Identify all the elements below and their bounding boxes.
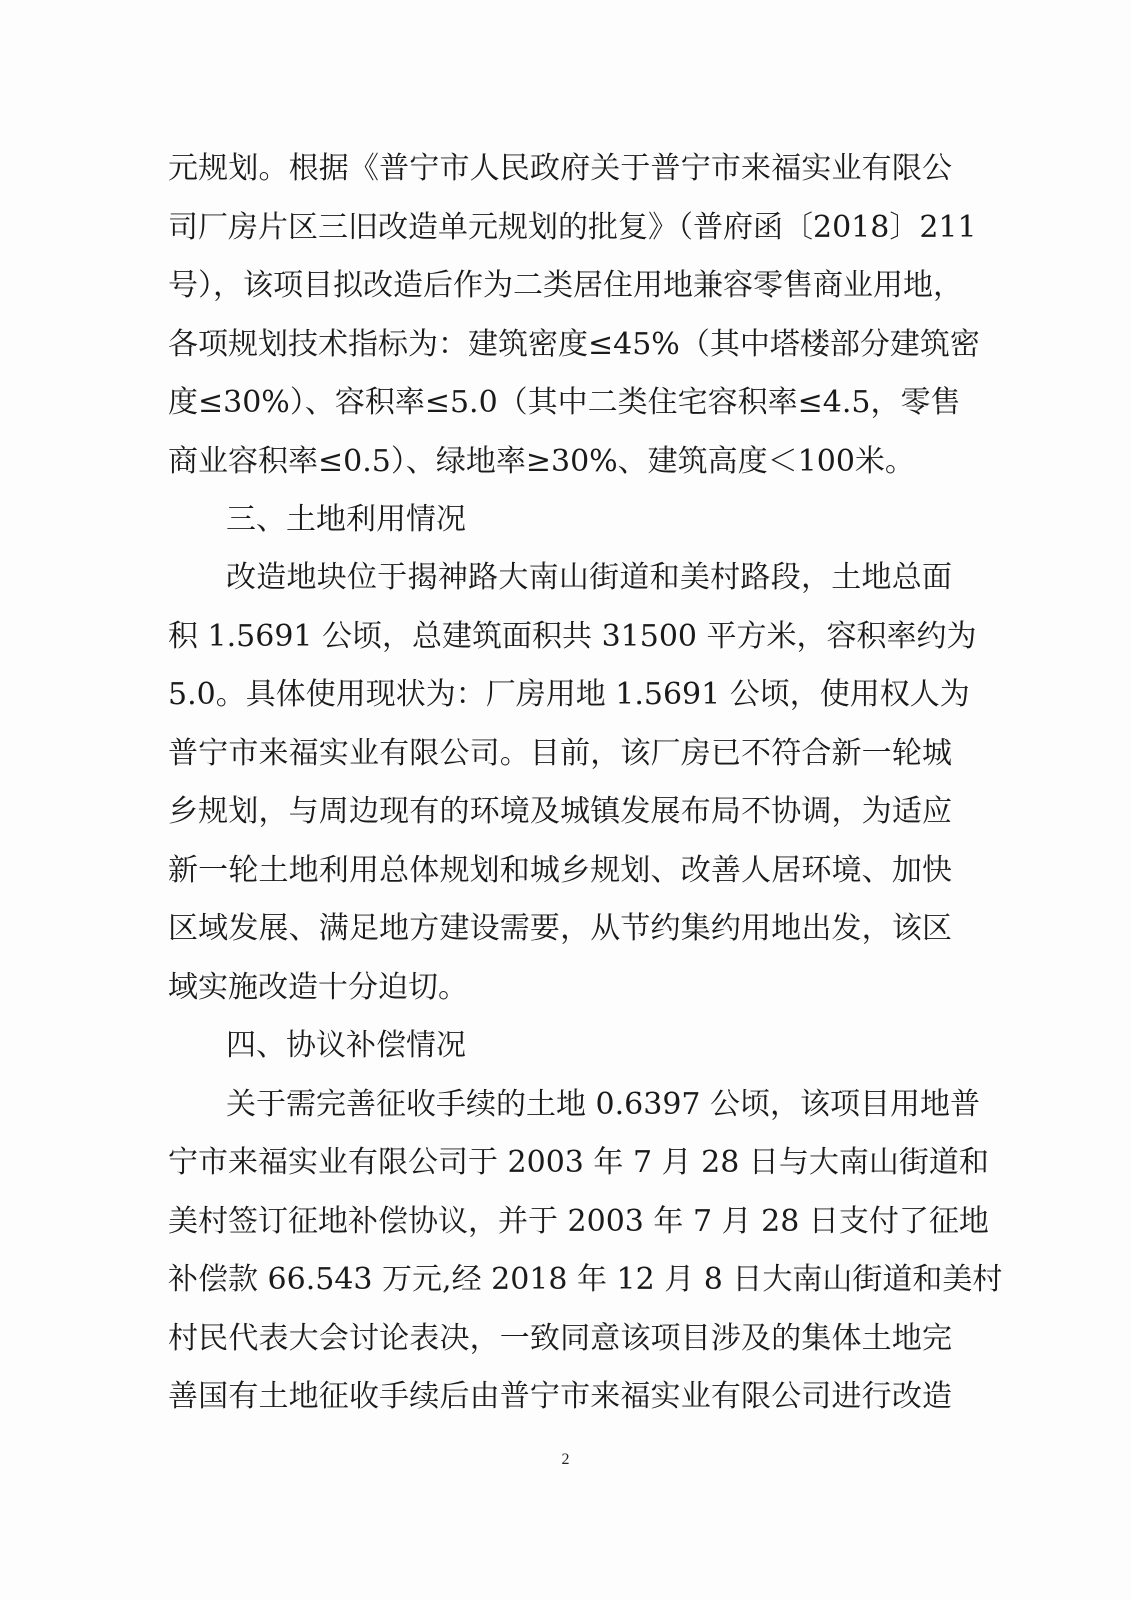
section-heading-land-use: 三、土地利用情况: [226, 502, 466, 537]
paragraph-line: 宁市来福实业有限公司于 2003 年 7 月 28 日与大南山街道和: [168, 1145, 989, 1180]
paragraph-line: 补偿款 66.543 万元,经 2018 年 12 月 8 日大南山街道和美村: [168, 1262, 1003, 1297]
paragraph-line: 5.0。具体使用现状为：厂房用地 1.5691 公顷，使用权人为: [168, 677, 970, 712]
paragraph-line: 司厂房片区三旧改造单元规划的批复》（普府函〔2018〕211: [168, 210, 977, 245]
paragraph-line: 善国有土地征收手续后由普宁市来福实业有限公司进行改造: [168, 1379, 952, 1414]
section-heading-compensation: 四、协议补偿情况: [226, 1028, 466, 1063]
paragraph-line: 新一轮土地利用总体规划和城乡规划、改善人居环境、加快: [168, 853, 952, 888]
paragraph-line: 商业容积率≤0.5）、绿地率≥30%、建筑高度＜100米。: [168, 444, 915, 479]
paragraph-line: 普宁市来福实业有限公司。目前，该厂房已不符合新一轮城: [168, 736, 952, 771]
paragraph-line: 度≤30%）、容积率≤5.0（其中二类住宅容积率≤4.5，零售: [168, 385, 961, 420]
paragraph-line: 各项规划技术指标为：建筑密度≤45%（其中塔楼部分建筑密: [168, 327, 980, 362]
paragraph-line: 区域发展、满足地方建设需要，从节约集约用地出发，该区: [168, 911, 952, 946]
paragraph-line: 元规划。根据《普宁市人民政府关于普宁市来福实业有限公: [168, 151, 952, 186]
paragraph-line: 美村签订征地补偿协议，并于 2003 年 7 月 28 日支付了征地: [168, 1204, 989, 1239]
paragraph-line: 积 1.5691 公顷，总建筑面积共 31500 平方米，容积率约为: [168, 619, 977, 654]
paragraph-line: 域实施改造十分迫切。: [168, 970, 468, 1005]
paragraph-line: 号），该项目拟改造后作为二类居住用地兼容零售商业用地，: [168, 268, 963, 303]
paragraph-line: 村民代表大会讨论表决，一致同意该项目涉及的集体土地完: [168, 1321, 952, 1356]
paragraph-line: 乡规划，与周边现有的环境及城镇发展布局不协调，为适应: [168, 794, 952, 829]
paragraph-line: 改造地块位于揭神路大南山街道和美村路段，土地总面: [226, 560, 952, 595]
page-number: 2: [561, 1451, 570, 1468]
paragraph-line: 关于需完善征收手续的土地 0.6397 公顷，该项目用地普: [226, 1087, 981, 1122]
